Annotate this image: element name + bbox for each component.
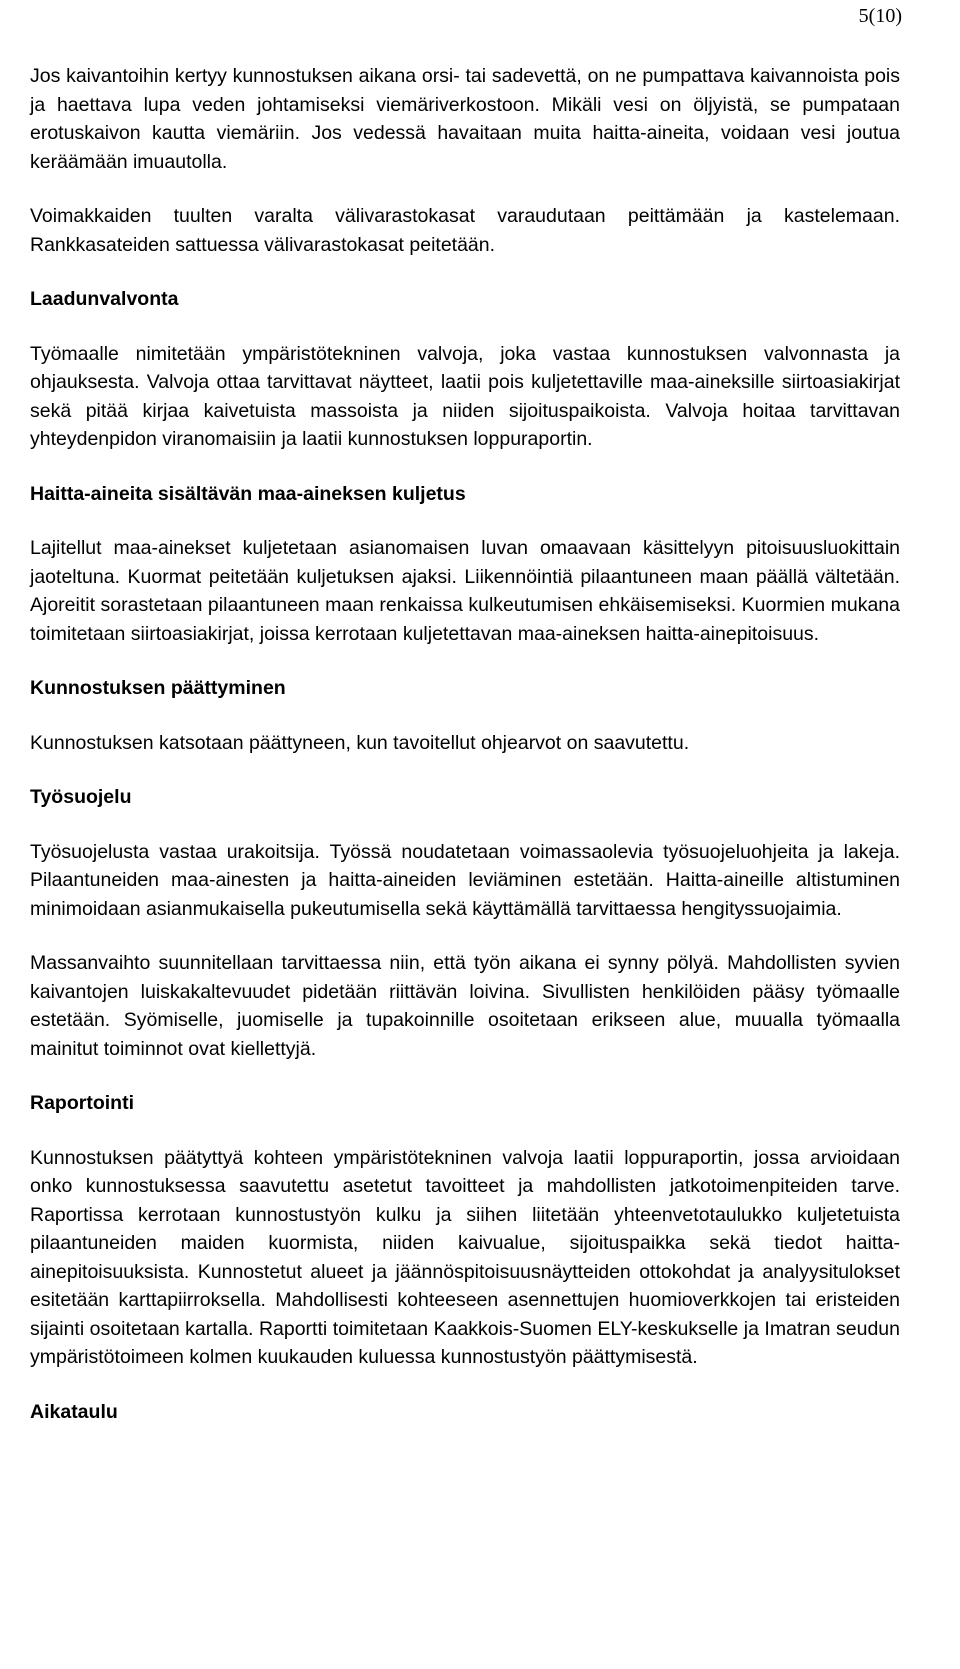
paragraph-water-pumping: Jos kaivantoihin kertyy kunnostuksen aikana orsi- tai sadevettä, on ne pumpattava kaivannoista pois ja haettava lupa veden johtamiseksi viemäriverkostoon. Mikäli vesi on öljyistä, se pumpataan erotuskaivon kautta viemäriin. Jos vedessä havaitaan muita haitta-aineita, voidaan vesi joutua keräämään imuautolla. xyxy=(30,65,900,173)
page-number: 5(10) xyxy=(858,5,902,27)
heading-reporting: Raportointi xyxy=(30,1092,134,1114)
paragraph-wind-protection: Voimakkaiden tuulten varalta välivarastokasat varaudutaan peittämään ja kastelemaan. Rankkasateiden sattuessa välivarastokasat peitetään. xyxy=(30,205,900,256)
heading-transport: Haitta-aineita sisältävän maa-aineksen kuljetus xyxy=(30,482,466,505)
paragraph-reporting: Kunnostuksen päätyttyä kohteen ympäristötekninen valvoja laatii loppuraportin, jossa arvioidaan onko kunnostuksessa saavutettu asetetut tavoitteet ja mahdollisten jatkotoimenpiteiden tarve. Raportissa kerrotaan kunnostustyön kulku ja siihen liitetään yhteenvetotaulukko kuljetetuista pilaantuneiden maiden kuormista, niiden kaivualue, sijoituspaikka sekä tiedot haitta-ainepitoisuuksista. Kunnostetut alueet ja jäännöspitoisuusnäytteiden ottokohdat ja analyysitulokset esitetään karttapiirroksella. Mahdollisesti kohteeseen asennettujen huomioverkkojen tai eristeiden sijainti osoitetaan kartalla. Raportti toimitetaan Kaakkois-Suomen ELY-keskukselle ja Imatran seudun ympäristötoimeen kolmen kuukauden kuluessa kunnostustyön päättymisestä. xyxy=(30,1146,900,1368)
heading-completion: Kunnostuksen päättyminen xyxy=(30,677,286,699)
paragraph-mass-replacement: Massanvaihto suunnitellaan tarvittaessa niin, että työn aikana ei synny pölyä. Mahdollisten syvien kaivantojen luiskakaltevuudet pidetään riittävän loivina. Sivullisten henkilöiden pääsy työmaalle estetään. Syömiselle, juomiselle ja tupakoinnille osoitetaan erikseen alue, muualla työmaalla mainitut toiminnot ovat kiellettyjä. xyxy=(30,952,900,1060)
paragraph-quality-control: Työmaalle nimitetään ympäristötekninen valvoja, joka vastaa kunnostuksen valvonnasta ja ohjauksesta. Valvoja ottaa tarvittavat näytteet, laatii pois kuljetettaville maa-aineksille siirtoasiakirjat sekä pitää kirjaa kaivetuista massoista ja niiden sijoituspaikoista. Valvoja hoitaa tarvittavan yhteydenpidon viranomaisiin ja laatii kunnostuksen loppuraportin. xyxy=(30,342,900,450)
document-body xyxy=(30,62,900,1452)
heading-schedule: Aikataulu xyxy=(30,1400,118,1423)
heading-occupational-safety: Työsuojelu xyxy=(30,786,132,808)
paragraph-occupational-safety: Työsuojelusta vastaa urakoitsija. Työssä noudatetaan voimassaolevia työsuojeluohjeita ja lakeja. Pilaantuneiden maa-ainesten ja haitta-aineiden leviäminen estetään. Haitta-aineille altistuminen minimoidaan asianmukaisella pukeutumisella sekä käyttämällä tarvittaessa hengityssuojaimia. xyxy=(30,840,900,920)
paragraph-completion: Kunnostuksen katsotaan päättyneen, kun tavoitellut ohjearvot on saavutettu. xyxy=(30,731,690,754)
heading-quality-control: Laadunvalvonta xyxy=(30,288,179,310)
paragraph-transport: Lajitellut maa-ainekset kuljetetaan asianomaisen luvan omaavaan käsittelyyn pitoisuusluokittain jaoteltuna. Kuormat peitetään kuljetuksen ajaksi. Liikennöintiä pilaantuneen maan päällä vältetään. Ajoreitit sorastetaan pilaantuneen maan renkaissa kulkeutumisen ehkäisemiseksi. Kuormien mukana toimitetaan siirtoasiakirjat, joissa kerrotaan kuljetettavan maa-aineksen haitta-ainepitoisuus. xyxy=(30,537,900,645)
